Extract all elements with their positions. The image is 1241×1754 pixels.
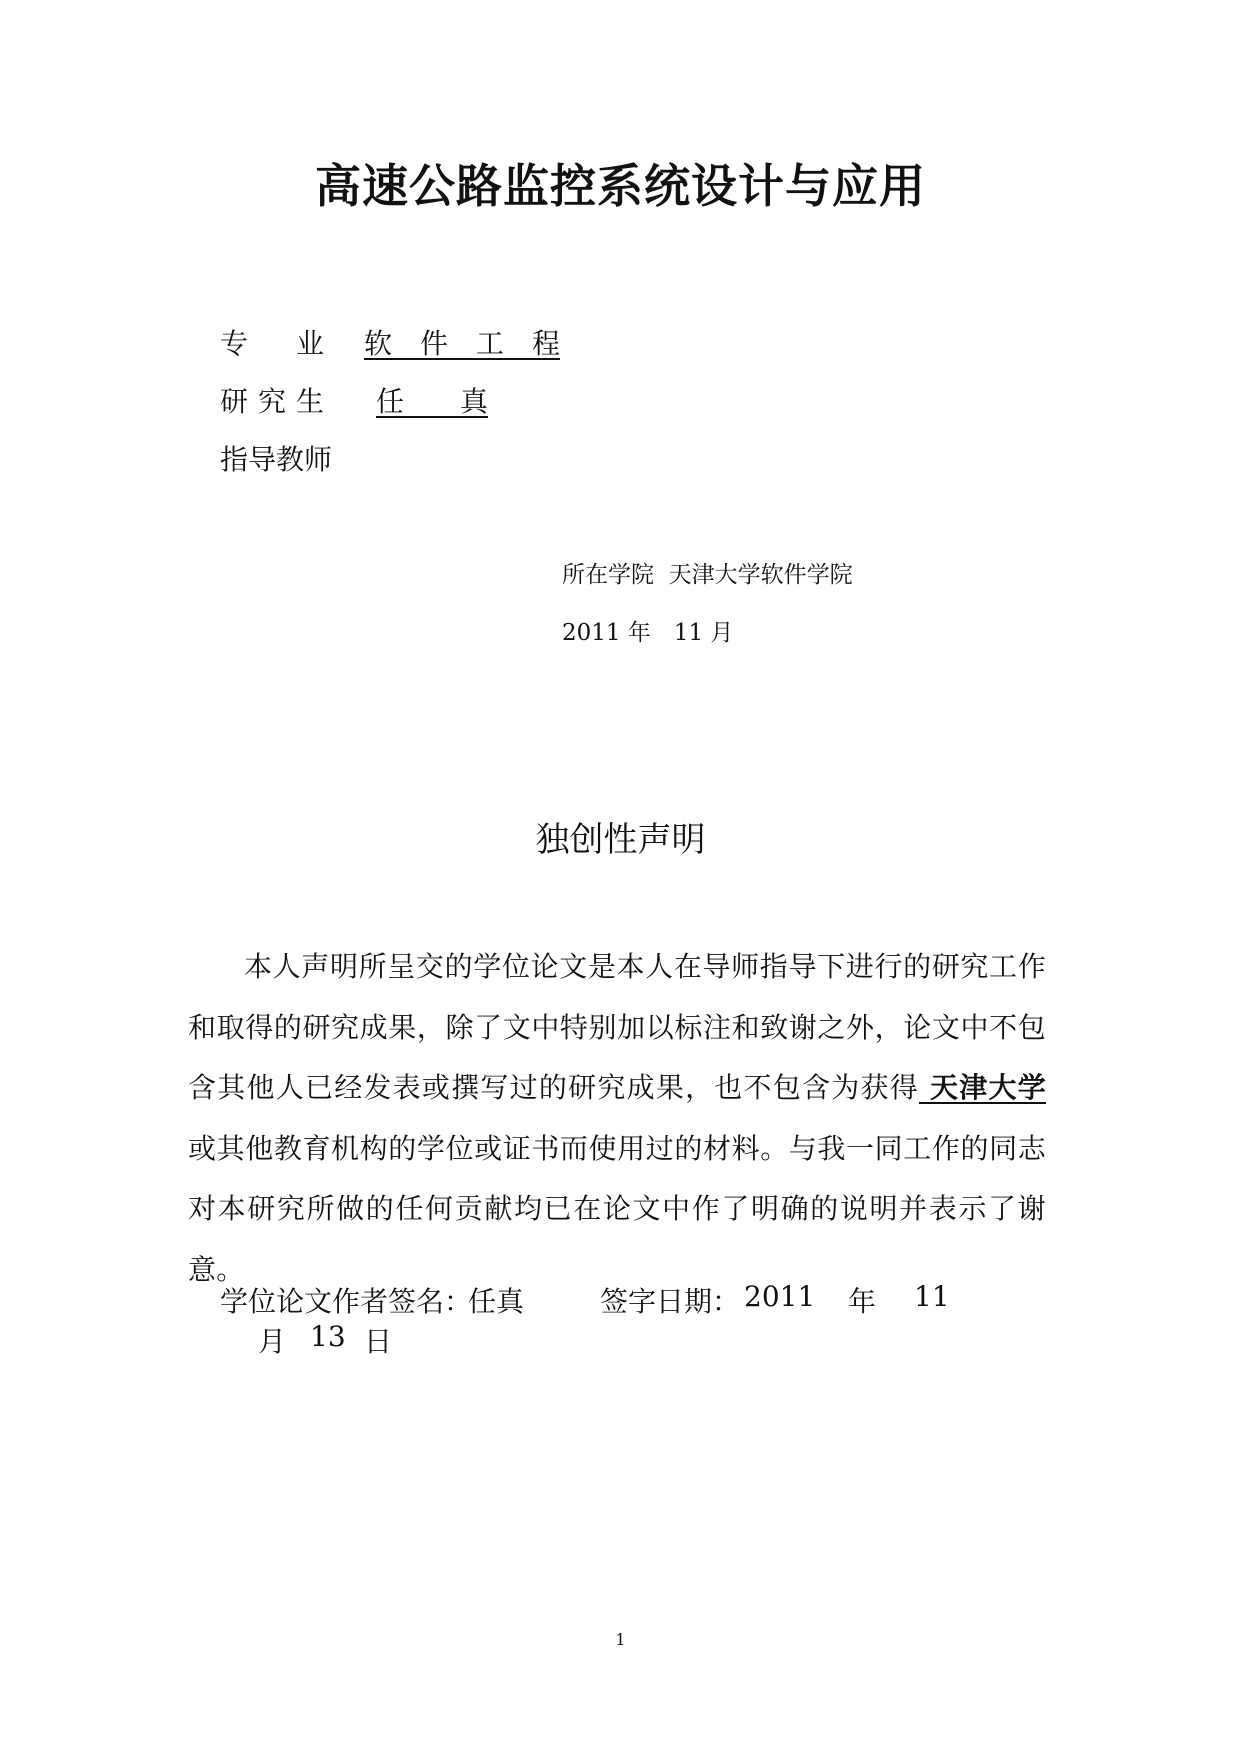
school-value: 天津大学软件学院 bbox=[668, 562, 853, 588]
student-label-char-1: 研 bbox=[220, 385, 249, 418]
student-label bbox=[220, 380, 324, 420]
declaration-text-after: 或其他教育机构的学位或证书而使用过的材料。与我一同工作的同志对本研究所做的任何贡献均已在论文中作了明确的说明并表示了谢意。 bbox=[188, 1131, 1046, 1286]
student-value: 任 真 bbox=[376, 385, 489, 418]
date-line: 2011 年 11 月 bbox=[562, 620, 734, 646]
sign-month-unit: 月 bbox=[258, 1325, 287, 1358]
declaration-text-before: 本人声明所呈交的学位论文是本人在导师指导下进行的研究工作和取得的研究成果，除了文中特别加以标注和致谢之外，论文中不包含其他人已经发表或撰写过的研究成果，也不包含为获得 bbox=[188, 950, 1046, 1104]
sign-day: 13 bbox=[310, 1320, 346, 1353]
sign-month: 11 bbox=[914, 1280, 950, 1313]
student-label-char-2: 究 bbox=[257, 385, 286, 418]
major-label-char-1: 专 bbox=[220, 327, 249, 360]
declaration-highlight: 天津大学 bbox=[918, 1071, 1046, 1104]
sign-year-unit: 年 bbox=[848, 1285, 877, 1318]
declaration-paragraph bbox=[188, 937, 1046, 1300]
thesis-title: 高速公路监控系统设计与应用 bbox=[315, 159, 926, 213]
major-label-char-2: 业 bbox=[295, 327, 324, 360]
school-label: 所在学院 bbox=[562, 562, 654, 588]
advisor-label: 指导教师 bbox=[220, 443, 333, 476]
major-label bbox=[220, 322, 324, 362]
sign-date-label: 签字日期： bbox=[600, 1285, 741, 1318]
school-line bbox=[562, 556, 853, 589]
major-value: 软 件 工 程 bbox=[364, 327, 561, 360]
author-signature-name: 任真 bbox=[468, 1285, 525, 1318]
sign-day-unit: 日 bbox=[364, 1325, 393, 1358]
author-signature-label: 学位论文作者签名： bbox=[220, 1285, 473, 1318]
page-number: 1 bbox=[615, 1630, 626, 1649]
sign-year: 2011 bbox=[744, 1280, 816, 1313]
student-label-char-3: 生 bbox=[295, 385, 324, 418]
declaration-heading: 独创性声明 bbox=[535, 820, 706, 860]
